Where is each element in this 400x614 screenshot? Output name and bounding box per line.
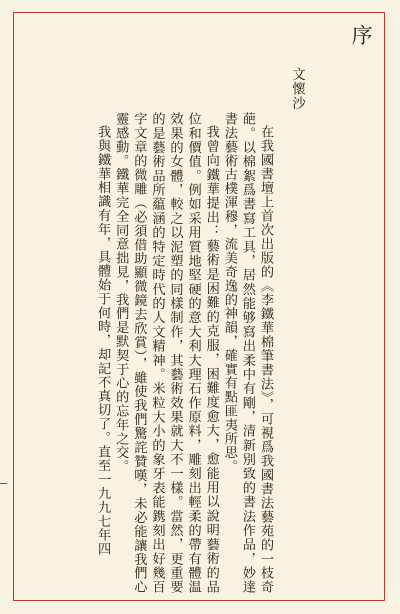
author-name: 文懷沙 [289, 67, 305, 111]
margin-tick-mark [0, 483, 7, 484]
preface-body [39, 112, 274, 594]
paragraph: 我與鐵華相識有年，具體始于何時，却記不真切了。直至一九九七年四 [95, 125, 111, 557]
page-title: 序 [349, 24, 374, 45]
paragraph: 在我國書壇上首次出版的《李鐵華棉筆書法》，可視爲我國書法藝苑的一枝奇葩。以棉絮爲書寫工具，居然能够寫出柔中有剛，清新別致的書法作品，妙達書法藝術古樸渾穆，流美奇逸的神韻，確實有點匪夷所思。 [221, 112, 273, 594]
paragraph: 我曾向鐵華提出：藝術是困難的克服，困難度愈大，愈能用以說明藝術的品位和價值。例如采用質地堅硬的意大利大理石作原料，雕刻出輕柔的帶有體温效果的女體，較之以泥塑的同樣制作，其藝術效果就大不一樣。當然，更重要的是藝術品所藴涵的特定時代的人文精神。米粒大小的象牙表能鎸刻出好幾百字文章的微雕（必須借助顯微鏡去欣賞），雖使我們驚詫贊嘆，未必能讓我們心靈感動。鐵華完全同意拙見，我們是默契于心的忘年之交。 [113, 112, 219, 594]
